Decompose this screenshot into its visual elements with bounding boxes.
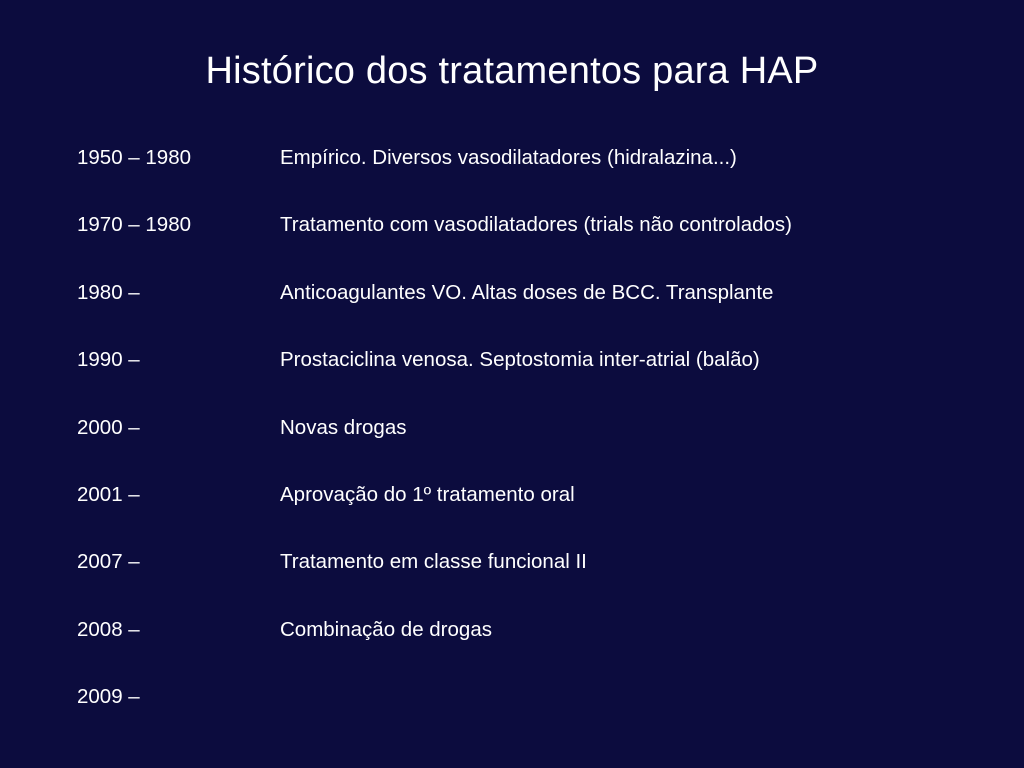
timeline-description: Tratamento em classe funcional II	[280, 550, 587, 574]
timeline-period: 2000 –	[77, 415, 140, 439]
timeline-row	[77, 345, 977, 412]
timeline-row	[77, 278, 977, 345]
timeline-description: Anticoagulantes VO. Altas doses de BCC. Transplante	[280, 280, 774, 304]
timeline-period: 1980 –	[77, 280, 140, 304]
timeline-description: Prostaciclina venosa. Septostomia inter-atrial (balão)	[280, 348, 760, 372]
timeline-row	[77, 143, 977, 210]
timeline-period: 1950 – 1980	[77, 146, 192, 169]
slide-title: Histórico dos tratamentos para HAP	[205, 50, 819, 92]
timeline-list	[77, 143, 977, 750]
timeline-period: 2008 –	[77, 617, 140, 641]
timeline-description: Empírico. Diversos vasodilatadores (hidralazina...)	[280, 146, 737, 169]
timeline-row	[77, 547, 977, 614]
timeline-period: 2007 –	[77, 550, 140, 574]
timeline-row	[77, 682, 977, 749]
timeline-period: 2009 –	[77, 685, 140, 709]
timeline-description: Aprovação do 1º tratamento oral	[280, 482, 575, 506]
timeline-description: Tratamento com vasodilatadores (trials não controlados)	[280, 213, 792, 237]
timeline-row	[77, 615, 977, 682]
timeline-period: 1990 –	[77, 348, 140, 372]
timeline-row	[77, 480, 977, 547]
timeline-description: Novas drogas	[280, 415, 407, 439]
timeline-description: Combinação de drogas	[280, 617, 492, 641]
timeline-row	[77, 413, 977, 480]
timeline-period: 2001 –	[77, 482, 140, 506]
timeline-row	[77, 210, 977, 277]
timeline-period: 1970 – 1980	[77, 213, 192, 237]
